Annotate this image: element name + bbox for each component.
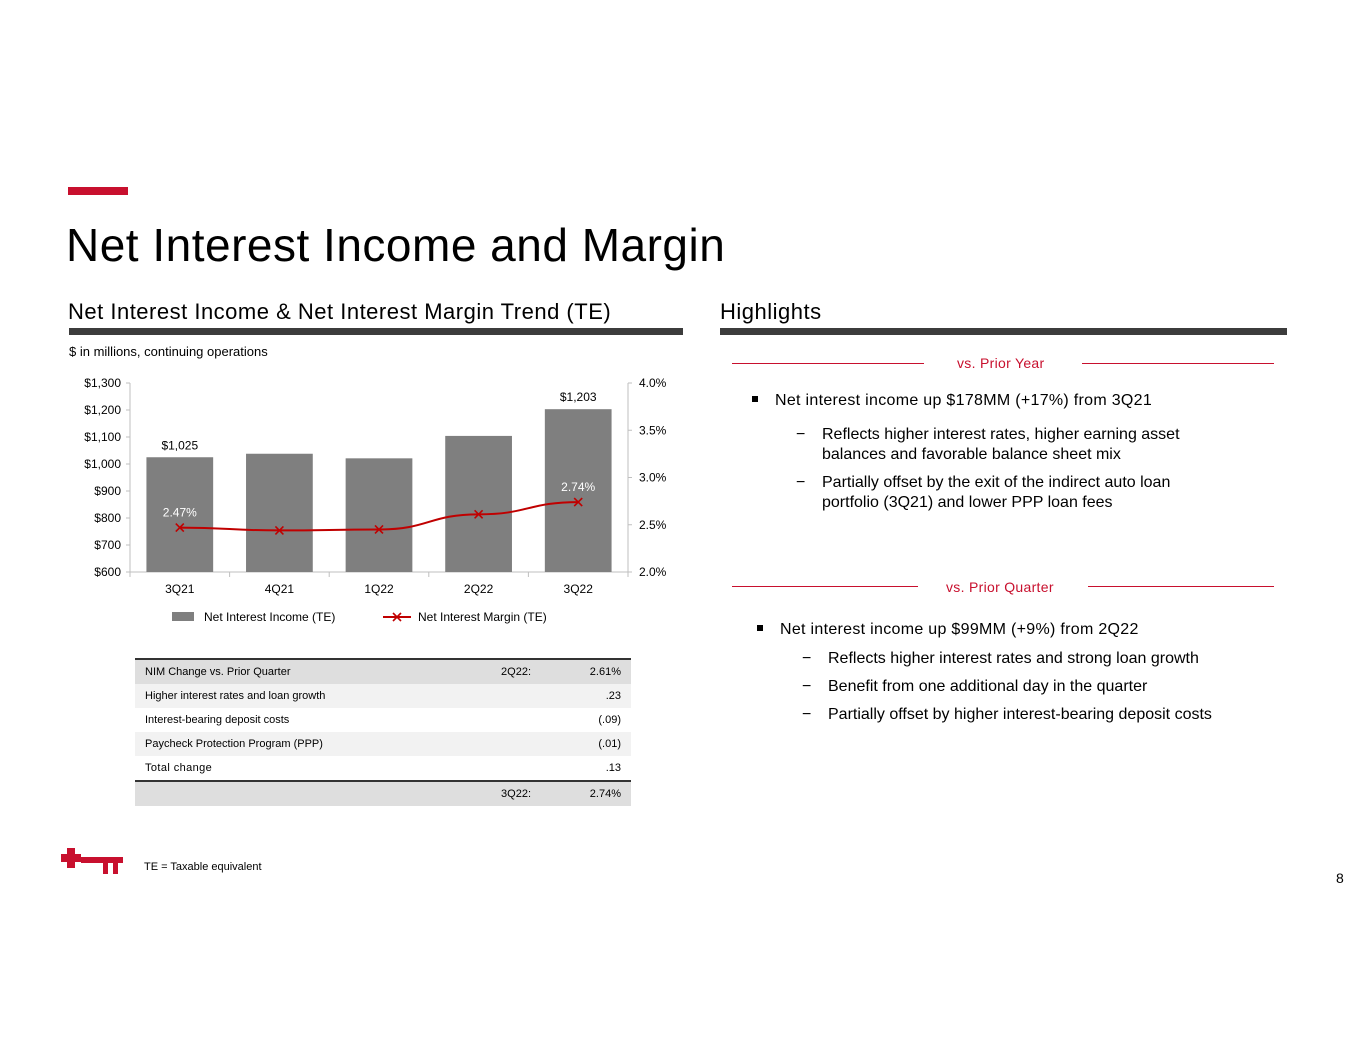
y-left-tick-label: $1,100: [84, 430, 121, 444]
x-tick-label: 1Q22: [364, 582, 394, 596]
table-header-period: 2Q22:: [460, 659, 541, 684]
key-logo-icon: [58, 846, 124, 878]
table-row-value: (.09): [598, 714, 621, 726]
table-header-value: 2.61%: [541, 659, 631, 684]
prior-year-line-right: [1082, 363, 1274, 364]
prior-quarter-heading: vs. Prior Quarter: [946, 579, 1054, 595]
y-right-tick-label: 4.0%: [639, 376, 667, 390]
y-left-tick-label: $900: [94, 484, 121, 498]
y-left-tick-label: $700: [94, 538, 121, 552]
y-right-tick-label: 3.5%: [639, 423, 667, 438]
y-right-tick-label: 3.0%: [639, 470, 667, 485]
table-footer-value: 2.74%: [541, 781, 631, 806]
nim-data-label: 2.74%: [561, 480, 596, 495]
y-right-tick-label: 2.0%: [639, 565, 667, 579]
legend-bar-swatch: [172, 612, 194, 621]
y-right-tick-label: 2.5%: [639, 517, 667, 532]
y-left-tick-label: $1,000: [84, 457, 121, 471]
y-left-tick-label: $1,300: [84, 376, 121, 390]
y-left-tick-label: $600: [94, 565, 121, 579]
page-number: 8: [1336, 870, 1344, 886]
nim-data-label: 2.47%: [162, 505, 197, 520]
table-row-label: Higher interest rates and loan growth: [135, 684, 460, 708]
bar-2Q22: [445, 436, 512, 572]
bar-data-label: $1,203: [559, 390, 597, 405]
table-footer-period: 3Q22:: [460, 781, 541, 806]
table-row: [135, 732, 631, 756]
table-row: [135, 756, 631, 781]
table-row-label: Total change: [145, 762, 213, 774]
table-row: [135, 684, 631, 708]
x-tick-label: 2Q22: [463, 582, 494, 596]
table-header-label: NIM Change vs. Prior Quarter: [135, 659, 460, 684]
bar-data-label: $1,025: [161, 438, 199, 453]
prior-year-heading: vs. Prior Year: [957, 355, 1045, 371]
nii-nim-chart: [68, 370, 688, 635]
prior-quarter-sub-3: − Partially offset by higher interest-bearing deposit costs: [802, 706, 1212, 723]
prior-quarter-line-right: [1088, 586, 1274, 587]
bullet-square-icon: [752, 396, 758, 402]
page-title: Net Interest Income and Margin: [66, 219, 726, 271]
bar-4Q21: [246, 454, 313, 572]
prior-quarter-line-left: [732, 586, 918, 587]
chart-section-rule: [69, 328, 683, 335]
prior-quarter-bullet: Net interest income up $99MM (+9%) from 2Q22: [757, 621, 1139, 639]
table-row-value: .23: [541, 684, 631, 708]
bullet-square-icon: [757, 625, 763, 631]
prior-year-bullet: Net interest income up $178MM (+17%) from 3Q21: [752, 392, 1152, 410]
table-row: [135, 708, 631, 732]
prior-year-line-left: [732, 363, 924, 364]
footnote: TE = Taxable equivalent: [144, 861, 262, 873]
table-row-value: .13: [605, 762, 621, 774]
chart-section-title: Net Interest Income & Net Interest Margin Trend (TE): [68, 299, 612, 324]
legend-bar-label: Net Interest Income (TE): [204, 610, 336, 624]
table-footer-row: [135, 781, 631, 806]
x-tick-label: 3Q22: [563, 582, 593, 596]
x-tick-label: 3Q21: [165, 582, 195, 596]
table-row-label: Interest-bearing deposit costs: [145, 714, 290, 726]
bar-1Q22: [346, 458, 413, 572]
table-row-value: (.01): [541, 732, 631, 756]
x-tick-label: 4Q21: [264, 582, 295, 596]
units-note: $ in millions, continuing operations: [69, 344, 268, 359]
highlights-rule: [720, 328, 1287, 335]
prior-quarter-sub-1: − Reflects higher interest rates and strong loan growth: [802, 650, 1199, 667]
table-row-label: Paycheck Protection Program (PPP): [135, 732, 460, 756]
y-left-tick-label: $800: [94, 511, 121, 525]
y-left-tick-label: $1,200: [84, 403, 121, 417]
title-accent-bar: [68, 187, 128, 195]
prior-year-sub-1: − Reflects higher interest rates, higher earning asset balances and favorable balance sheet mix: [796, 426, 1180, 463]
prior-year-sub-2: − Partially offset by the exit of the indirect auto loan portfolio (3Q21) and lower PPP loan fees: [796, 474, 1171, 511]
table-header-row: [135, 659, 631, 684]
legend-line-label: Net Interest Margin (TE): [418, 610, 547, 624]
prior-quarter-sub-2: − Benefit from one additional day in the quarter: [802, 678, 1148, 695]
highlights-title: Highlights: [720, 299, 822, 324]
nim-change-table: [135, 658, 631, 806]
